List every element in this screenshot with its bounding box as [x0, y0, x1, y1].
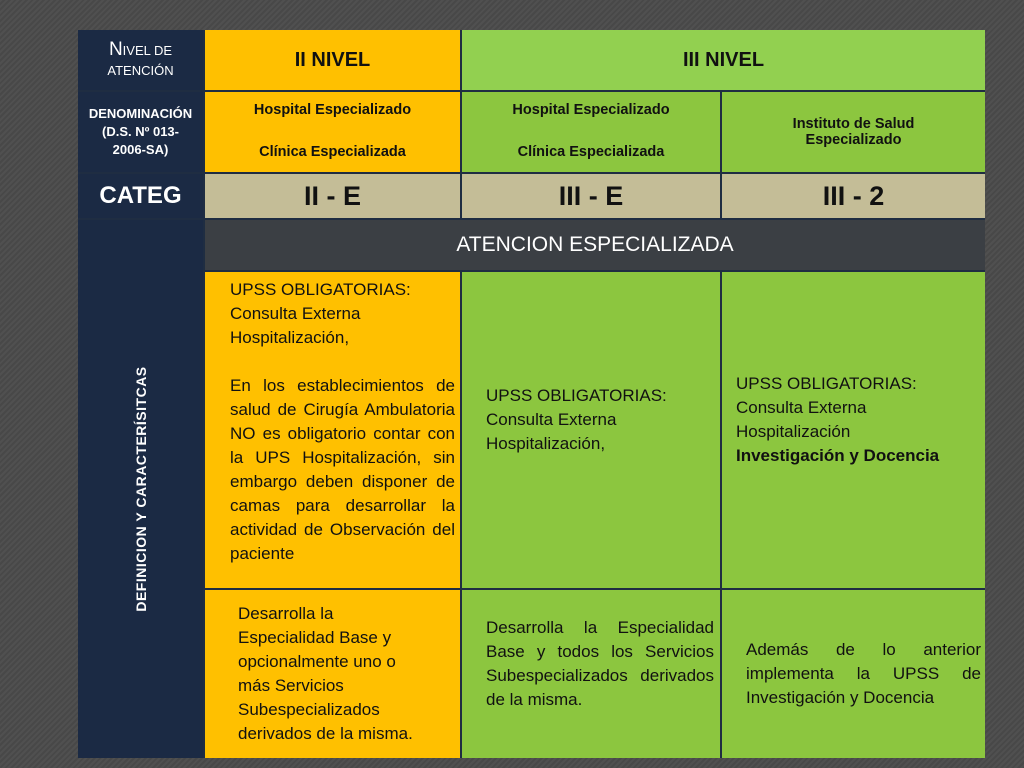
desarrollo-col1: [205, 590, 460, 758]
categoria-col2: [462, 174, 720, 218]
upss-col2-line1: Consulta Externa: [486, 410, 617, 429]
upss-col1-title: UPSS OBLIGATORIAS:: [230, 280, 411, 299]
categoria-label-text: CATEG: [99, 182, 182, 209]
upss-col1-line2: Hospitalización,: [230, 328, 350, 347]
desarrollo-col3-text: Además de lo anterior implementa la UPSS de Investigación y Docencia: [746, 640, 981, 707]
denominacion-col2-line1: Hospital Especializado: [512, 102, 670, 118]
nivel-label-initial: N: [108, 38, 123, 60]
header-ii-nivel-text: II NIVEL: [294, 48, 371, 71]
definicion-side-text: DEFINICION Y CARACTERÍSITCAS: [132, 366, 149, 612]
denominacion-col1-line1: Hospital Especializado: [253, 102, 412, 118]
upss-col2: [462, 272, 720, 588]
header-ii-nivel: [205, 30, 460, 90]
desarrollo-col2: [462, 590, 720, 758]
categoria-col1-text: II - E: [303, 180, 361, 211]
categoria-col1: [205, 174, 460, 218]
denominacion-col1-line2: Clínica Especializada: [259, 144, 406, 160]
header-iii-nivel: [462, 30, 985, 90]
nivel-label-line2: ATENCIÓN: [107, 62, 174, 78]
denominacion-label-line2: (D.S. Nº 013-: [102, 124, 179, 139]
nivel-atencion-label: [78, 30, 203, 90]
upss-col3-line1: Consulta Externa: [736, 398, 867, 417]
upss-col2-title: UPSS OBLIGATORIAS:: [486, 386, 667, 405]
denominacion-label-line1: DENOMINACIÓN: [88, 106, 193, 121]
denominacion-label: [78, 92, 203, 172]
niveles-table: [78, 30, 985, 758]
denominacion-col3: [722, 92, 985, 172]
atencion-especializada-banner: [205, 220, 985, 270]
header-iii-nivel-text: III NIVEL: [682, 48, 765, 71]
denominacion-label-line3: 2006-SA): [112, 142, 169, 157]
upss-col1: [205, 272, 460, 588]
categoria-col3-text: III - 2: [822, 180, 885, 211]
upss-col3-title: UPSS OBLIGATORIAS:: [736, 374, 917, 393]
upss-col1-paragraph: En los establecimientos de salud de Cirugía Ambulatoria NO es obligatorio contar con la UPS Hospitalización, sin embargo deben disponer de camas para desarrollar la actividad de Observación del paciente: [230, 376, 455, 563]
upss-col1-line1: Consulta Externa: [230, 304, 361, 323]
upss-col3-line3: Investigación y Docencia: [736, 446, 940, 465]
denominacion-col2: [462, 92, 720, 172]
upss-col3: [722, 272, 985, 588]
upss-col2-line2: Hospitalización,: [486, 434, 606, 453]
denominacion-col3-line1: Instituto de Salud: [792, 116, 915, 132]
denominacion-col2-line2: Clínica Especializada: [517, 144, 665, 160]
definicion-side-label: [78, 220, 203, 758]
desarrollo-col2-text: Desarrolla la Especialidad Base y todos los Servicios Subespecializados derivados de la misma.: [486, 618, 714, 709]
desarrollo-col1-text: Desarrolla la Especialidad Base y opcionalmente uno o más Servicios Subespecializados derivados de la misma.: [238, 604, 413, 743]
upss-col3-line2: Hospitalización: [736, 422, 851, 441]
categoria-col2-text: III - E: [558, 180, 624, 211]
categoria-col3: [722, 174, 985, 218]
denominacion-col1: [205, 92, 460, 172]
atencion-especializada-text: ATENCION ESPECIALIZADA: [456, 233, 734, 256]
categoria-label: [78, 174, 203, 218]
nivel-label-rest: IVEL DE: [122, 42, 173, 58]
desarrollo-col3: [722, 590, 985, 758]
denominacion-col3-line2: Especializado: [805, 132, 902, 148]
